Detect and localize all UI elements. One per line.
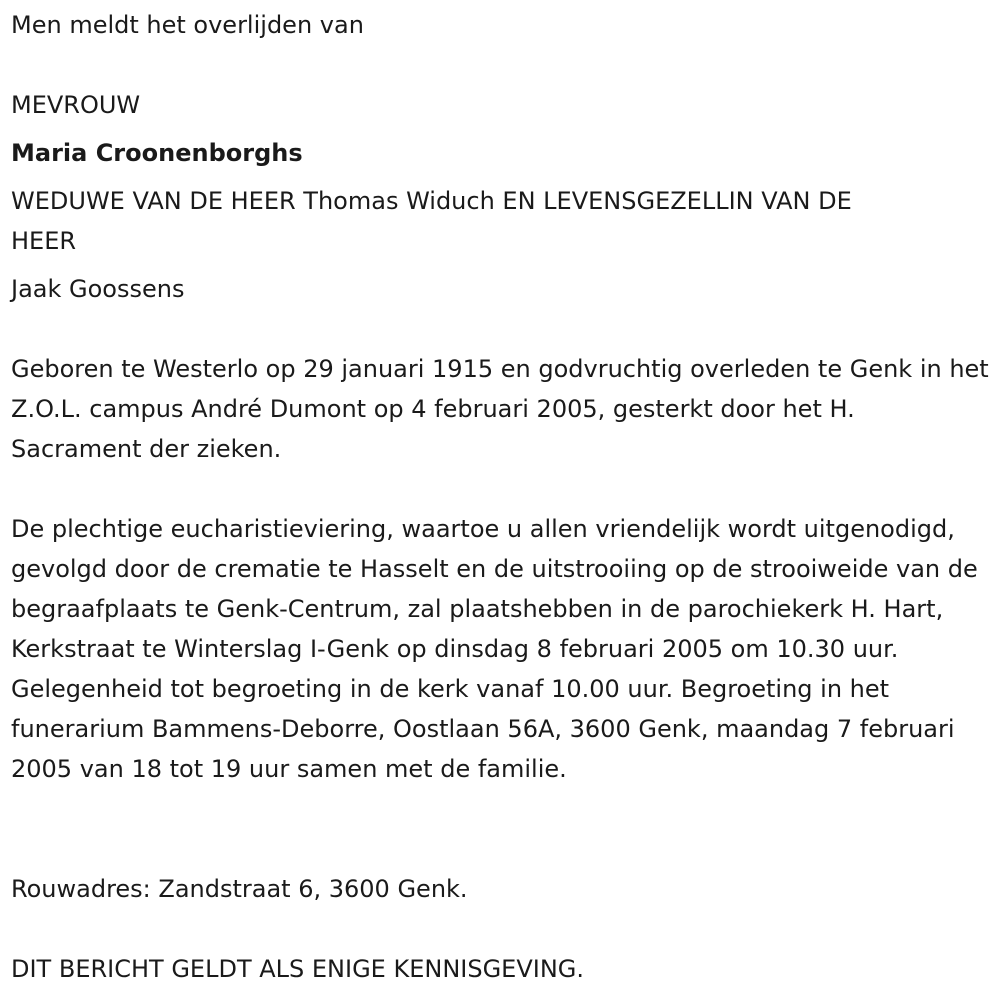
notice-text: DIT BERICHT GELDT ALS ENIGE KENNISGEVING.: [11, 955, 585, 983]
birth-death-paragraph: Geboren te Westerlo op 29 januari 1915 en godvruchtig overleden te Genk in het Z.O.L. campus André Dumont op 4 februari 2005, gesterkt door het H. Sacrament der zieken.: [11, 355, 989, 463]
mourning-address: Rouwadres: Zandstraat 6, 3600 Genk.: [11, 875, 468, 903]
relation-line-2: HEER: [11, 227, 77, 255]
honorific-title: MEVROUW: [11, 91, 141, 119]
ceremony-paragraph: De plechtige eucharistieviering, waartoe u allen vriendelijk wordt uitgenodigd, gevolgd door de crematie te Hasselt en de uitstrooiing op de strooiweide van de begraafplaats te Genk-Centrum, zal plaatshebben in de parochiekerk H. Hart, Kerkstraat te Winterslag I-Genk op dinsdag 8 februari 2005 om 10.30 uur. Gelegenheid tot begroeting in de kerk vanaf 10.00 uur. Begroeting in het funerarium Bammens-Deborre, Oostlaan 56A, 3600 Genk, maandag 7 februari 2005 van 18 tot 19 uur samen met de familie.: [11, 515, 978, 783]
partner-name: Jaak Goossens: [11, 275, 185, 303]
intro-text: Men meldt het overlijden van: [11, 11, 364, 39]
deceased-name: Maria Croonenborghs: [11, 139, 303, 167]
relation-line-1: WEDUWE VAN DE HEER Thomas Widuch EN LEVENSGEZELLIN VAN DE: [11, 187, 852, 215]
